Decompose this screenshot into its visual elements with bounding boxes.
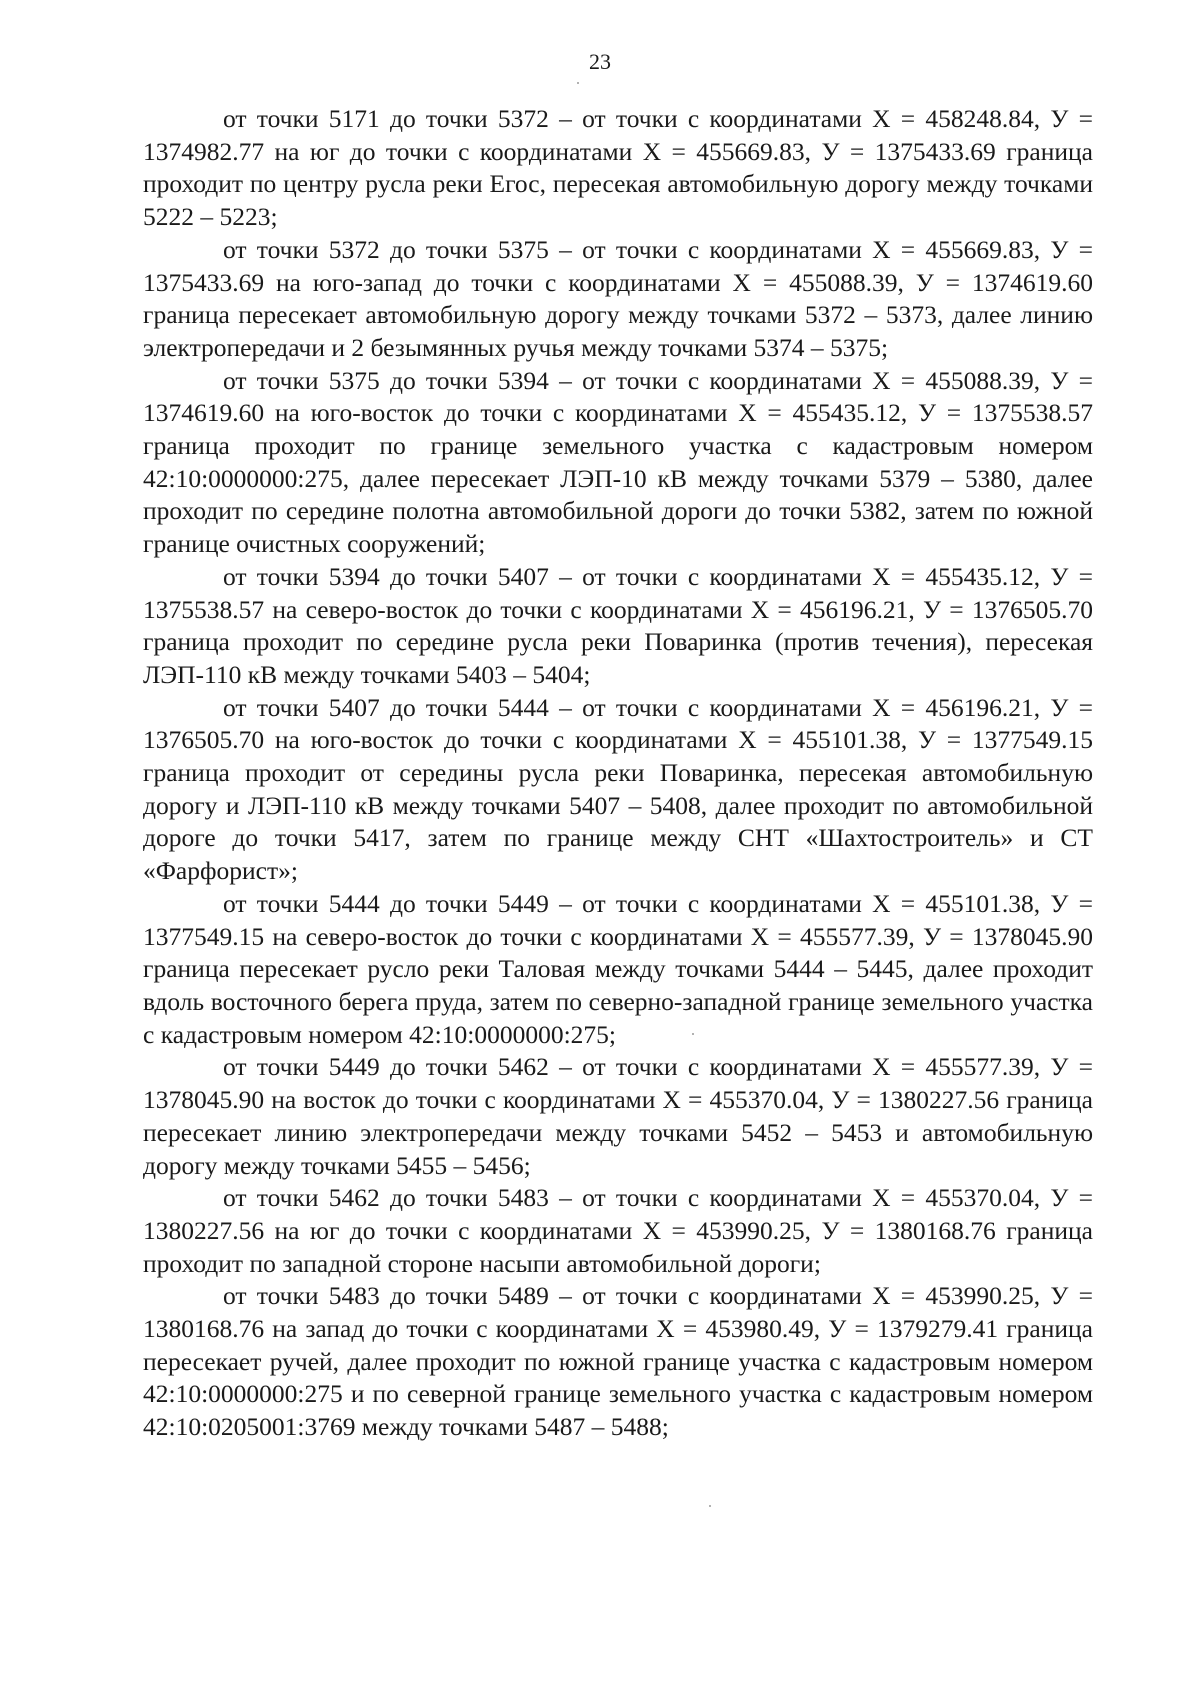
- page-number: 23: [589, 49, 611, 74]
- scan-speck: [577, 82, 579, 84]
- boundary-segment-paragraph: от точки 5444 до точки 5449 – от точки с координатами Х = 455101.38, У = 1377549.15 на северо-восток до точки с координатами Х = 455577.39, У = 1378045.90 граница пересекает русло реки Таловая между точками 5444 – 5445, далее проходит вдоль восточного берега пруда, затем по северно-западной границе земельного участка с кадастровым номером 42:10:0000000:275;: [143, 888, 1093, 1049]
- scan-speck: [692, 1033, 694, 1035]
- boundary-segment-paragraph: от точки 5372 до точки 5375 – от точки с координатами Х = 455669.83, У = 1375433.69 на юго-запад до точки с координатами Х = 455088.39, У = 1374619.60 граница пересекает автомобильную дорогу между точками 5372 – 5373, далее линию электропередачи и 2 безымянных ручья между точками 5374 – 5375;: [143, 234, 1093, 362]
- boundary-segment-paragraph: от точки 5394 до точки 5407 – от точки с координатами Х = 455435.12, У = 1375538.57 на северо-восток до точки с координатами Х = 456196.21, У = 1376505.70 граница проходит по середине русла реки Поваринка (против течения), пересекая ЛЭП-110 кВ между точками 5403 – 5404;: [143, 561, 1093, 689]
- boundary-segment-paragraph: от точки 5375 до точки 5394 – от точки с координатами Х = 455088.39, У = 1374619.60 на юго-восток до точки с координатами Х = 455435.12, У = 1375538.57 граница проходит по границе земельного участка с кадастровым номером 42:10:0000000:275, далее пересекает ЛЭП-10 кВ между точками 5379 – 5380, далее проходит по середине полотна автомобильной дороги до точки 5382, затем по южной границе очистных сооружений;: [143, 365, 1093, 559]
- document-body: [143, 103, 1093, 1444]
- boundary-segment-paragraph: от точки 5483 до точки 5489 – от точки с координатами Х = 453990.25, У = 1380168.76 на запад до точки с координатами Х = 453980.49, У = 1379279.41 граница пересекает ручей, далее проходит по южной границе участка с кадастровым номером 42:10:0000000:275 и по северной границе земельного участка с кадастровым номером 42:10:0205001:3769 между точками 5487 – 5488;: [143, 1281, 1093, 1442]
- boundary-segment-paragraph: от точки 5171 до точки 5372 – от точки с координатами Х = 458248.84, У = 1374982.77 на юг до точки с координатами Х = 455669.83, У = 1375433.69 граница проходит по центру русла реки Егос, пересекая автомобильную дорогу между точками 5222 – 5223;: [143, 104, 1093, 232]
- scan-speck: [709, 1505, 711, 1507]
- boundary-segment-paragraph: от точки 5462 до точки 5483 – от точки с координатами Х = 455370.04, У = 1380227.56 на юг до точки с координатами Х = 453990.25, У = 1380168.76 граница проходит по западной стороне насыпи автомобильной дороги;: [143, 1183, 1093, 1278]
- boundary-segment-paragraph: от точки 5449 до точки 5462 – от точки с координатами Х = 455577.39, У = 1378045.90 на восток до точки с координатами Х = 455370.04, У = 1380227.56 граница пересекает линию электропередачи между точками 5452 – 5453 и автомобильную дорогу между точками 5455 – 5456;: [143, 1052, 1093, 1180]
- boundary-segment-paragraph: от точки 5407 до точки 5444 – от точки с координатами Х = 456196.21, У = 1376505.70 на юго-восток до точки с координатами Х = 455101.38, У = 1377549.15 граница проходит от середины русла реки Поваринка, пересекая автомобильную дорогу и ЛЭП-110 кВ между точками 5407 – 5408, далее проходит по автомобильной дороге до точки 5417, затем по границе между СНТ «Шахтостроитель» и СТ «Фарфорист»;: [143, 692, 1093, 886]
